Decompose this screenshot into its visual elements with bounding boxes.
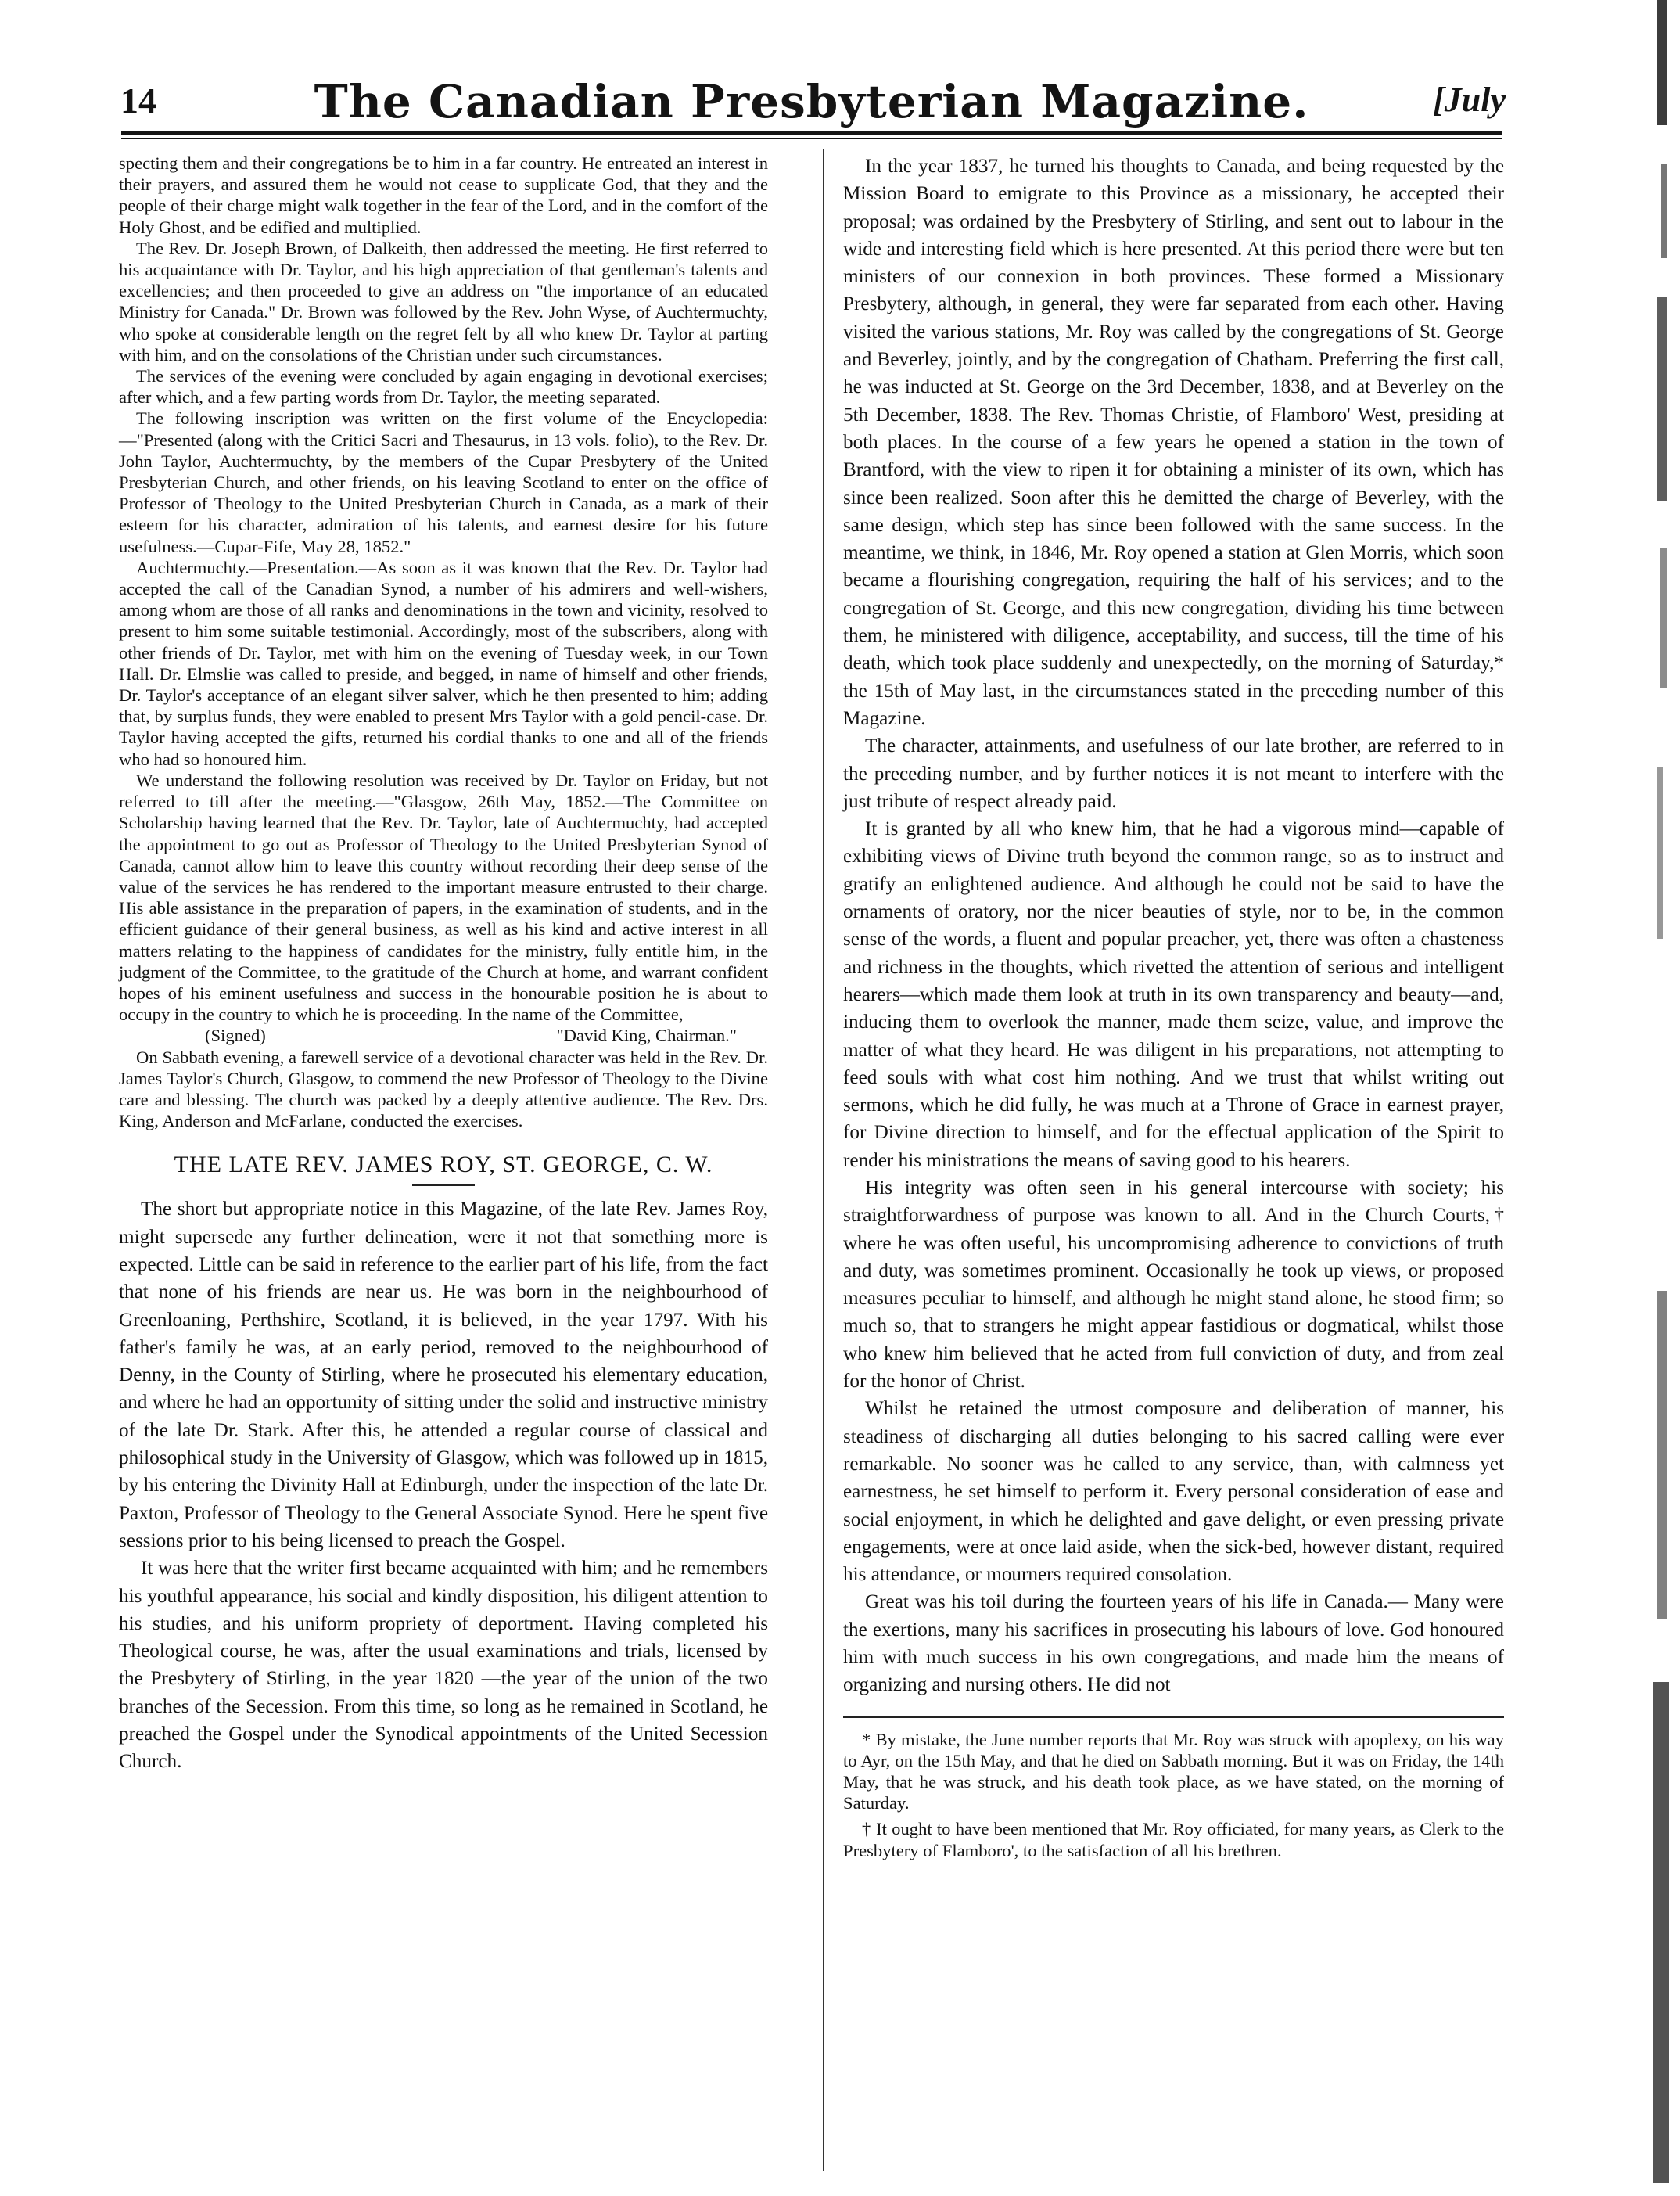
footnote: * By mistake, the June number reports that Mr. Roy was struck with apoplexy, on his way to Ayr, on the 15th May, and that he died on Sabbath morning. But it was on Friday, the 14th May, that he was struck, and his death took place, as we have stated, on the morning of Saturday. (843, 1729, 1504, 1813)
paragraph: The services of the evening were concluded by again engaging in devotional exercises; after which, and a few parting words from Dr. Taylor, the meeting separated. (119, 366, 768, 408)
left-column (119, 153, 768, 1776)
journal-title: The Canadian Presbyterian Magazine. (314, 75, 1309, 128)
page-header (117, 75, 1506, 130)
article-body-right (843, 153, 1504, 1699)
paragraph: His integrity was often seen in his general intercourse with society; his straightforwardness of purpose was known to all. And in the Church Courts,† where he was often useful, his uncompromising adherence to convictions of truth and duty, was sometimes prominent. Occasionally he took up views, or proposed measures peculiar to himself, and although he might stand alone, he stood firm; so much so, that to strangers he might appear fastidious or dogmatical, whilst those who knew him believed that he acted from full conviction of duty, and from zeal for the honor of Christ. (843, 1177, 1504, 1393)
paragraph: It is granted by all who knew him, that he had a vigorous mind—capable of exhibiting views of Divine truth beyond the common range, so as to instruct and gratify an enlightened audience. And although he could not be said to have the ornaments of oratory, nor the nicer beauties of style, nor to be, in the common sense of the words, a fluent and popular preacher, yet, there was often a chasteness and richness in the thoughts, which rivetted the attention of serious and intelligent hearers—which made them look at truth in its own transparency and beauty—and, inducing them to overlook the manner, made them seize, value, and improve the matter of what they heard. He was diligent in his preparations, not attempting to feed souls with what cost him nothing. And we trust that whilst writing out sermons, which he did fully, he was much at a Throne of Grace in earnest prayer, for Divine direction to himself, and for the effectual application of the Spirit to render his ministrations the means of saving good to his hearers. (843, 818, 1504, 1171)
signature-line (119, 1025, 768, 1046)
header-rule (121, 131, 1502, 139)
paragraph: specting them and their congregations be to him in a far country. He entreated an interest in their prayers, and assured them he would not cease to supplicate God, that they and the people of their charge might walk together in the fear of the Lord, and in the comfort of the Holy Ghost, and be edified and multiplied. (119, 153, 768, 237)
paragraph: On Sabbath evening, a farewell service of a devotional character was held in the Rev. Dr. James Taylor's Church, Glasgow, to commend the new Professor of Theology to the Divine care and blessing. The church was packed by a deeply attentive audience. The Rev. Drs. King, Anderson and McFarlane, conducted the exercises. (119, 1047, 768, 1131)
paragraph: The following inscription was written on the first volume of the Encyclopedia:—"Presented (along with the Critici Sacri and Thesaurus, in 13 vols. folio), to the Rev. Dr. John Taylor, Auchtermuchty, by the members of the Cupar Presbytery of the United Presbyterian Church, and other friends, on his leaving Scotland to enter on the office of Professor of Theology to the United Presbyterian Church in Canada, as a mark of their esteem for his character, admiration of his talents, and earnest desire for his future usefulness.—Cupar-Fife, May 28, 1852." (119, 408, 768, 556)
scan-edge-shadow (1642, 0, 1680, 2196)
paragraph: We understand the following resolution was received by Dr. Taylor on Friday, but not referred to till after the meeting.—"Glasgow, 26th May, 1852.—The Committee on Scholarship having learned that the Rev. Dr. Taylor, late of Auchtermuchty, had accepted the appointment to go out as Professor of Theology to the United Presbyterian Synod of Canada, cannot allow him to leave this country without recording their deep sense of the value of the services he has rendered to the important measure entrusted to their charge. His able assistance in the preparation of papers, in the examination of students, and in the efficient guidance of their general business, as well as his kind and active interest in all matters relating to the happiness of candidates for the ministry, fully entitle him, in the judgment of the Committee, to the gratitude of the Church at home, and warrant confident hopes of his eminent usefulness and success in the honourable position he is about to occupy in the country to which he is proceeding. In the name of the Committee, (119, 770, 768, 1025)
paragraph: The character, attainments, and usefulness of our late brother, are referred to in the preceding number, and by further notices it is not meant to interfere with the just tribute of respect already paid. (843, 735, 1504, 812)
article-title: THE LATE REV. JAMES ROY, ST. GEORGE, C. W. (174, 1152, 713, 1178)
paragraph: Great was his toil during the fourteen years of his life in Canada.— Many were the exertions, many his sacrifices in prosecuting his labours of love. God honoured him with much success in his own congregations, and made him the means of organizing and nursing others. He did not (843, 1591, 1504, 1696)
paragraph: The Rev. Dr. Joseph Brown, of Dalkeith, then addressed the meeting. He first referred to his acquaintance with Dr. Taylor, and his high appreciation of that gentleman's talents and excellencies; and then proceeded to give an address on "the importance of an educated Ministry for Canada." Dr. Brown was followed by the Rev. John Wyse, of Auchtermuchty, who spoke at considerable length on the regret felt by all who knew Dr. Taylor at parting with him, and on the consolations of the Christian under such circumstances. (119, 238, 768, 365)
page-number: 14 (120, 81, 156, 120)
signed-label: (Signed) (205, 1026, 266, 1046)
paragraph: Whilst he retained the utmost composure and deliberation of manner, his steadiness of discharging all duties belonging to his sacred calling were ever remarkable. No sooner was he called to any service, than, with calmness yet earnestness, he set himself to perform it. Every personal consideration of ease and social enjoyment, in which he delighted and gave delight, or even pressing private engagements, were at once laid aside, when the sick-bed, however distant, required his attendance, or mourners required consolation. (843, 1398, 1504, 1586)
footnotes (843, 1729, 1504, 1861)
footnote-rule (843, 1716, 1504, 1718)
article-body-left (119, 1195, 768, 1775)
title-rule (412, 1184, 475, 1186)
paragraph: In the year 1837, he turned his thoughts to Canada, and being requested by the Mission Board to emigrate to this Province as a missionary, he accepted their proposal; was ordained by the Presbytery of Stirling, and sent out to labour in the wide and interesting field which is here presented. At this period there were but ten ministers of our connexion in both provinces. These formed a Missionary Presbytery, although, in general, they were far separated from each other. Having visited the various stations, Mr. Roy was called by the congregations of St. George and Beverley, jointly, and by the congregation of Chatham. Preferring the first call, he was inducted at St. George on the 3rd December, 1838, and at Beverley on the 5th December, 1838. The Rev. Thomas Christie, of Flamboro' West, presiding at both places. In the course of a few years he opened a station in the town of Brantford, with the view to ripen it for obtaining a minister of its own, which has since been realized. Soon after this he demitted the charge of Beverley, with the same design, which step has since been followed with the same success. In the meantime, we think, in 1846, Mr. Roy opened a station at Glen Morris, which soon became a flourishing congregation, requiring the half of his services; and to the congregation of St. George, and this new congregation, dividing his time between them, he ministered with diligence, acceptability, and success, till the time of his death, which took place suddenly and unexpectedly, on the morning of Saturday,* the 15th of May last, in the circumstances stated in the preceding number of this Magazine. (843, 156, 1504, 729)
paragraph: The short but appropriate notice in this Magazine, of the late Rev. James Roy, might supersede any further delineation, were it not that something more is expected. Little can be said in reference to the earlier part of his life, from the fact that none of his friends are near us. He was born in the neighbourhood of Greenloaning, Perthshire, Scotland, it is believed, in the year 1797. With his father's family he was, at an early period, removed to the neighbourhood of Denny, in the County of Stirling, where he prosecuted his elementary education, and where he had an opportunity of sitting under the solid and instructive ministry of the late Dr. Stark. After this, he attended a regular course of classical and philosophical study in the University of Glasgow, which was followed up in 1815, by his entering the Divinity Hall at Edinburgh, under the inspection of the late Dr. Paxton, Professor of Theology to the General Associate Synod. Here he spent five sessions prior to his being licensed to preach the Gospel. (119, 1199, 768, 1551)
issue-month: [July (1433, 81, 1506, 119)
paragraph: It was here that the writer first became acquainted with him; and he remembers his youthful appearance, his social and kindly disposition, his diligent attention to his studies, and his uniform propriety of deportment. Having completed his Theological course, he was, after the usual examinations and trials, licensed by the Presbytery of Stirling, in the year 1820 —the year of the union of the two branches of the Secession. From this time, so long as he remained in Scotland, he preached the Gospel under the Synodical appointments of the United Secession Church. (119, 1558, 768, 1773)
column-divider (823, 149, 824, 2171)
footnote: † It ought to have been mentioned that Mr. Roy officiated, for many years, as Clerk to the Presbytery of Flamboro', to the satisfaction of all his brethren. (843, 1819, 1504, 1860)
paragraph: Auchtermuchty.—Presentation.—As soon as it was known that the Rev. Dr. Taylor had accepted the call of the Canadian Synod, a number of his admirers and well-wishers, among whom are those of all ranks and denominations in the town and vicinity, resolved to present to him some suitable testimonial. Accordingly, most of the subscribers, along with other friends of Dr. Taylor, met with him on the evening of Tuesday week, in our Town Hall. Dr. Elmslie was called to preside, and begged, in name of himself and other friends, Dr. Taylor's acceptance of an elegant silver salver, which he then presented to him; adding that, by surplus funds, they were enabled to present Mrs Taylor with a gold pencil-case. Dr. Taylor having accepted the gifts, returned his cordial thanks to one and all of the friends who had so honoured him. (119, 557, 768, 769)
right-column (843, 153, 1504, 1866)
signed-name: "David King, Chairman." (556, 1026, 737, 1046)
report-section (119, 153, 768, 1131)
